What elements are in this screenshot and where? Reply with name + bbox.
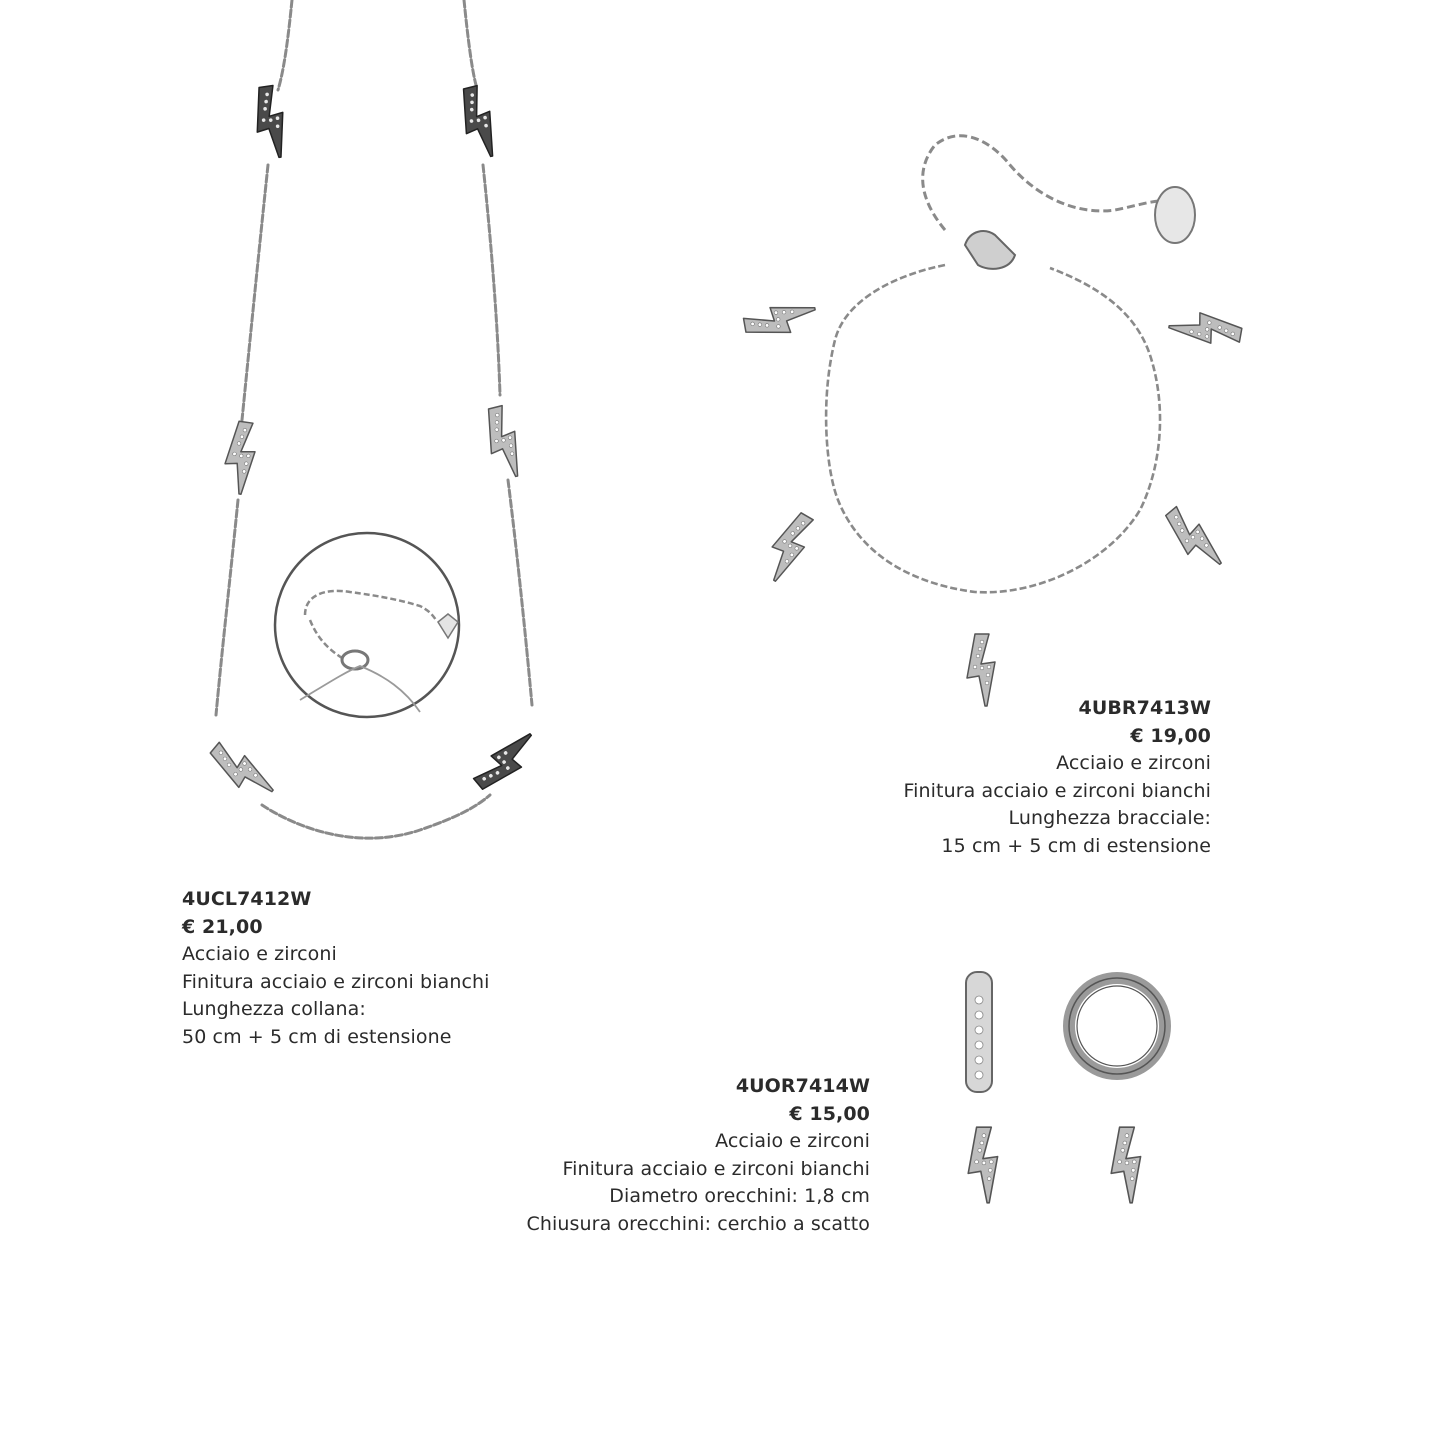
- bracelet-finish: Finitura acciaio e zirconi bianchi: [903, 779, 1211, 802]
- earrings-product-info: [526, 1073, 870, 1238]
- bracelet-price: € 19,00: [1130, 724, 1211, 747]
- necklace-length-label: Lunghezza collana:: [182, 998, 366, 1020]
- necklace-material: Acciaio e zirconi: [182, 943, 337, 965]
- bracelet-image: [742, 136, 1243, 706]
- earrings-finish: Finitura acciaio e zirconi bianchi: [562, 1157, 870, 1180]
- earrings-diameter: Diametro orecchini: 1,8 cm: [609, 1185, 870, 1207]
- necklace-price: € 21,00: [182, 915, 263, 938]
- necklace-code: 4UCL7412W: [182, 888, 312, 910]
- bracelet-code: 4UBR7413W: [1078, 697, 1211, 719]
- necklace-finish: Finitura acciaio e zirconi bianchi: [182, 970, 490, 993]
- clasp-detail-inset: [275, 533, 459, 717]
- necklace-length-value: 50 cm + 5 cm di estensione: [182, 1025, 452, 1048]
- earrings-closure: Chiusura orecchini: cerchio a scatto: [526, 1212, 870, 1235]
- earrings-price: € 15,00: [789, 1102, 870, 1125]
- bracelet-length-label: Lunghezza bracciale:: [1008, 807, 1211, 829]
- earrings-image: [966, 972, 1165, 1203]
- earrings-material: Acciaio e zirconi: [715, 1130, 870, 1152]
- bracelet-product-info: [903, 695, 1211, 860]
- necklace-product-info: [182, 886, 490, 1051]
- earrings-code: 4UOR7414W: [735, 1075, 870, 1097]
- bracelet-length-value: 15 cm + 5 cm di estensione: [941, 834, 1211, 857]
- bracelet-material: Acciaio e zirconi: [1056, 752, 1211, 774]
